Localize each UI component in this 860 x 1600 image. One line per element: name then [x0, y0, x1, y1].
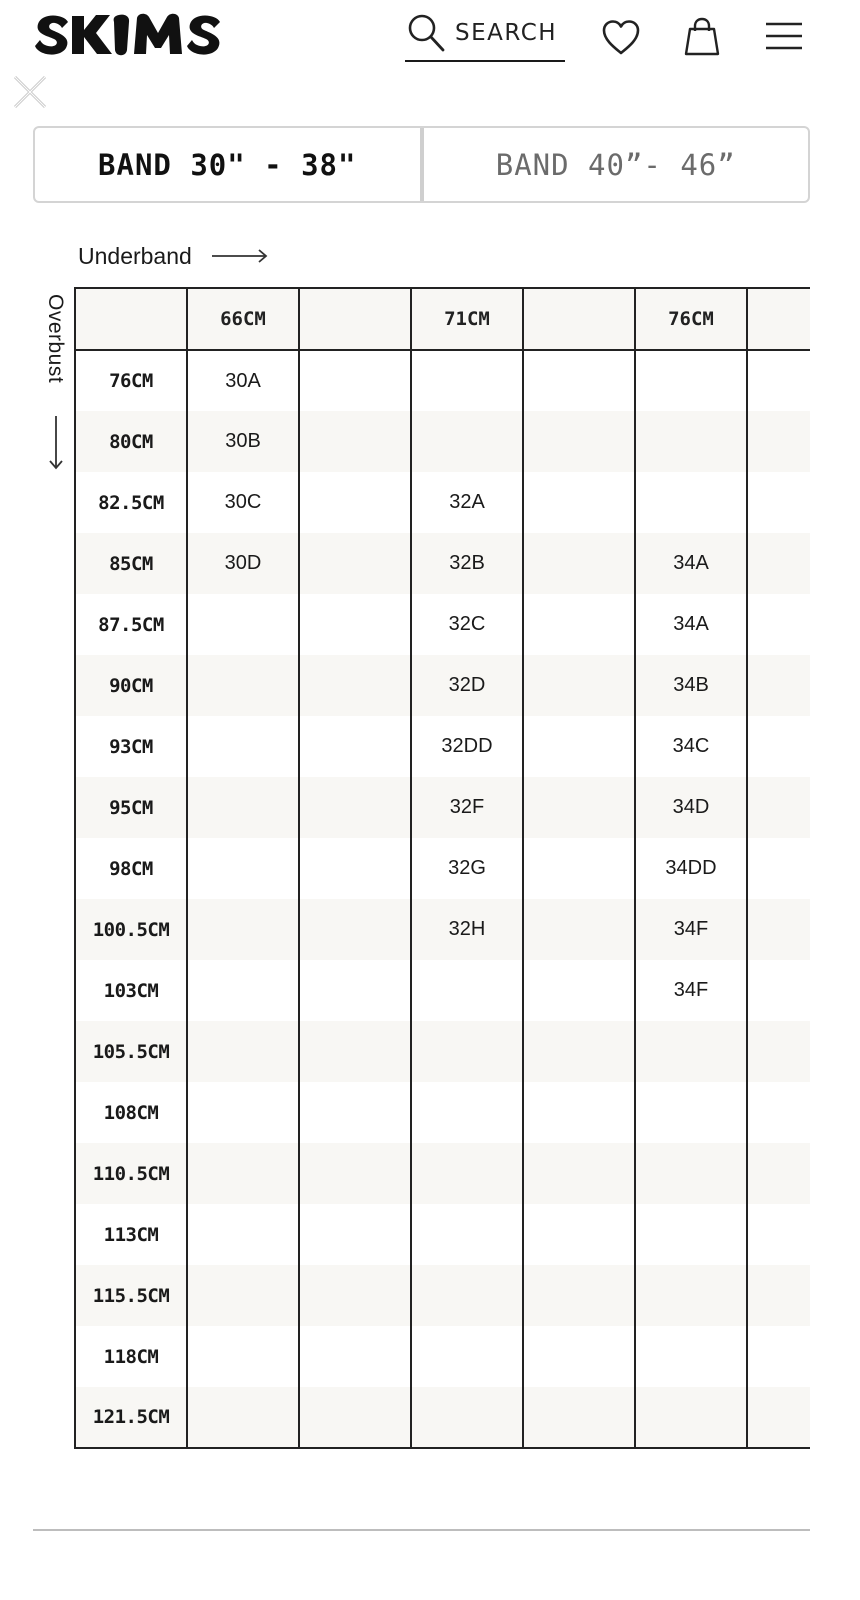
table-row [75, 1082, 810, 1143]
size-cell: 32C [411, 594, 523, 655]
table-row [75, 838, 810, 899]
size-cell [187, 960, 299, 1021]
size-cell [299, 716, 411, 777]
search-icon [405, 12, 447, 54]
row-header: 105.5CM [75, 1021, 187, 1082]
row-header: 115.5CM [75, 1265, 187, 1326]
size-cell [523, 350, 635, 411]
size-cell [411, 1082, 523, 1143]
size-cell [747, 594, 810, 655]
close-button[interactable] [10, 72, 50, 112]
size-cell [299, 1265, 411, 1326]
size-cell [411, 1143, 523, 1204]
column-header [747, 288, 810, 350]
row-header: 95CM [75, 777, 187, 838]
search-button[interactable] [405, 12, 565, 62]
size-cell: 34F [635, 960, 747, 1021]
size-cell: 32A [411, 472, 523, 533]
size-cell: 34B [635, 655, 747, 716]
wishlist-button[interactable] [601, 18, 641, 58]
size-cell: 32B [411, 533, 523, 594]
size-cell [299, 838, 411, 899]
hamburger-menu-icon [764, 20, 804, 54]
table-row [75, 472, 810, 533]
size-cell [635, 472, 747, 533]
table-corner-cell [75, 288, 187, 350]
size-cell [747, 1387, 810, 1448]
size-cell [299, 1387, 411, 1448]
size-cell: 34C [635, 716, 747, 777]
size-cell [747, 716, 810, 777]
size-cell: 34DD [635, 838, 747, 899]
size-cell [747, 655, 810, 716]
size-cell [635, 350, 747, 411]
size-cell [411, 1265, 523, 1326]
size-cell [523, 411, 635, 472]
skims-logo[interactable] [34, 10, 234, 60]
size-cell: 32F [411, 777, 523, 838]
size-cell [747, 838, 810, 899]
size-cell [411, 1021, 523, 1082]
underband-axis-label [78, 240, 270, 272]
size-cell [187, 899, 299, 960]
close-icon [10, 72, 50, 112]
size-cell [299, 1326, 411, 1387]
size-cell [635, 1326, 747, 1387]
table-row [75, 1387, 810, 1448]
column-header: 71CM [411, 288, 523, 350]
tab-band-40-46[interactable]: BAND 40”- 46” [495, 147, 736, 182]
size-cell [747, 1143, 810, 1204]
table-row [75, 1265, 810, 1326]
size-cell [299, 899, 411, 960]
table-row [75, 350, 810, 411]
table-row [75, 960, 810, 1021]
row-header: 103CM [75, 960, 187, 1021]
table-row [75, 533, 810, 594]
size-cell [523, 716, 635, 777]
size-cell: 34F [635, 899, 747, 960]
size-cell [411, 1204, 523, 1265]
size-cell: 30A [187, 350, 299, 411]
size-cell [299, 960, 411, 1021]
size-cell [523, 1021, 635, 1082]
row-header: 90CM [75, 655, 187, 716]
size-cell [187, 1082, 299, 1143]
tab-band-30-38[interactable]: BAND 30" - 38" [35, 128, 424, 201]
size-cell [187, 1204, 299, 1265]
size-cell [635, 411, 747, 472]
size-cell [411, 350, 523, 411]
size-cell [635, 1204, 747, 1265]
site-header [0, 0, 860, 80]
row-header: 82.5CM [75, 472, 187, 533]
table-header-row [75, 288, 810, 350]
table-row [75, 1021, 810, 1082]
size-cell [523, 838, 635, 899]
footer-divider [33, 1529, 810, 1531]
size-cell [523, 594, 635, 655]
size-cell: 34A [635, 594, 747, 655]
size-cell: 32H [411, 899, 523, 960]
size-cell [523, 472, 635, 533]
size-cell [635, 1143, 747, 1204]
size-cell [411, 1387, 523, 1448]
size-cell: 30D [187, 533, 299, 594]
size-cell [187, 594, 299, 655]
row-header: 100.5CM [75, 899, 187, 960]
row-header: 110.5CM [75, 1143, 187, 1204]
size-cell [299, 350, 411, 411]
size-cell [187, 1021, 299, 1082]
size-cell [523, 1204, 635, 1265]
size-cell [299, 594, 411, 655]
size-cell [635, 1265, 747, 1326]
size-cell [299, 411, 411, 472]
size-cell [187, 838, 299, 899]
table-body [75, 350, 810, 1448]
arrow-right-icon [212, 246, 270, 266]
bag-button[interactable] [682, 16, 722, 58]
menu-button[interactable] [764, 20, 804, 54]
size-cell [299, 655, 411, 716]
size-cell [747, 1326, 810, 1387]
size-cell [187, 716, 299, 777]
size-cell [187, 777, 299, 838]
search-label: SEARCH [455, 20, 558, 46]
table-row [75, 1326, 810, 1387]
column-header: 76CM [635, 288, 747, 350]
table-row [75, 777, 810, 838]
row-header: 118CM [75, 1326, 187, 1387]
size-cell: 30C [187, 472, 299, 533]
size-cell [299, 1143, 411, 1204]
column-header [299, 288, 411, 350]
size-cell [747, 1082, 810, 1143]
size-chart [74, 287, 810, 1449]
size-cell [747, 960, 810, 1021]
size-cell [747, 350, 810, 411]
size-cell [523, 899, 635, 960]
size-cell [411, 960, 523, 1021]
size-cell [299, 1082, 411, 1143]
size-cell [635, 1387, 747, 1448]
size-cell [523, 1387, 635, 1448]
size-cell [299, 472, 411, 533]
table-row [75, 655, 810, 716]
table-row [75, 594, 810, 655]
table-row [75, 716, 810, 777]
overbust-axis-label [40, 292, 70, 482]
column-header: 66CM [187, 288, 299, 350]
size-cell [187, 1387, 299, 1448]
row-header: 108CM [75, 1082, 187, 1143]
size-cell [635, 1021, 747, 1082]
size-cell [523, 655, 635, 716]
row-header: 76CM [75, 350, 187, 411]
size-cell [187, 1143, 299, 1204]
table-row [75, 1143, 810, 1204]
size-cell [747, 1204, 810, 1265]
size-cell [411, 1326, 523, 1387]
size-cell [187, 1265, 299, 1326]
arrow-down-icon [44, 416, 68, 472]
size-cell [635, 1082, 747, 1143]
size-cell: 32D [411, 655, 523, 716]
size-cell [523, 1082, 635, 1143]
underband-label: Underband [78, 242, 192, 269]
heart-icon [601, 18, 641, 58]
table-row [75, 1204, 810, 1265]
size-cell [411, 411, 523, 472]
row-header: 87.5CM [75, 594, 187, 655]
size-cell [523, 777, 635, 838]
skims-logo-mark [34, 10, 234, 60]
row-header: 80CM [75, 411, 187, 472]
size-cell: 34D [635, 777, 747, 838]
row-header: 93CM [75, 716, 187, 777]
size-cell [299, 1021, 411, 1082]
size-cell: 32DD [411, 716, 523, 777]
size-cell [747, 777, 810, 838]
band-tabs [33, 126, 810, 203]
overbust-label: Overbust [44, 294, 67, 384]
size-cell [747, 1265, 810, 1326]
size-table [74, 287, 810, 1449]
column-header [523, 288, 635, 350]
size-cell [747, 899, 810, 960]
size-cell [523, 1326, 635, 1387]
row-header: 113CM [75, 1204, 187, 1265]
size-cell [523, 533, 635, 594]
size-cell: 32G [411, 838, 523, 899]
table-row [75, 899, 810, 960]
table-row [75, 411, 810, 472]
row-header: 121.5CM [75, 1387, 187, 1448]
size-cell [299, 533, 411, 594]
size-cell: 34A [635, 533, 747, 594]
size-cell [299, 1204, 411, 1265]
size-cell [747, 472, 810, 533]
size-cell [523, 1143, 635, 1204]
size-cell [747, 411, 810, 472]
size-cell [187, 1326, 299, 1387]
size-cell [187, 655, 299, 716]
size-cell [747, 1021, 810, 1082]
size-cell [747, 533, 810, 594]
row-header: 98CM [75, 838, 187, 899]
size-cell [523, 960, 635, 1021]
size-cell: 30B [187, 411, 299, 472]
shopping-bag-icon [682, 16, 722, 58]
row-header: 85CM [75, 533, 187, 594]
size-cell [299, 777, 411, 838]
size-cell [523, 1265, 635, 1326]
